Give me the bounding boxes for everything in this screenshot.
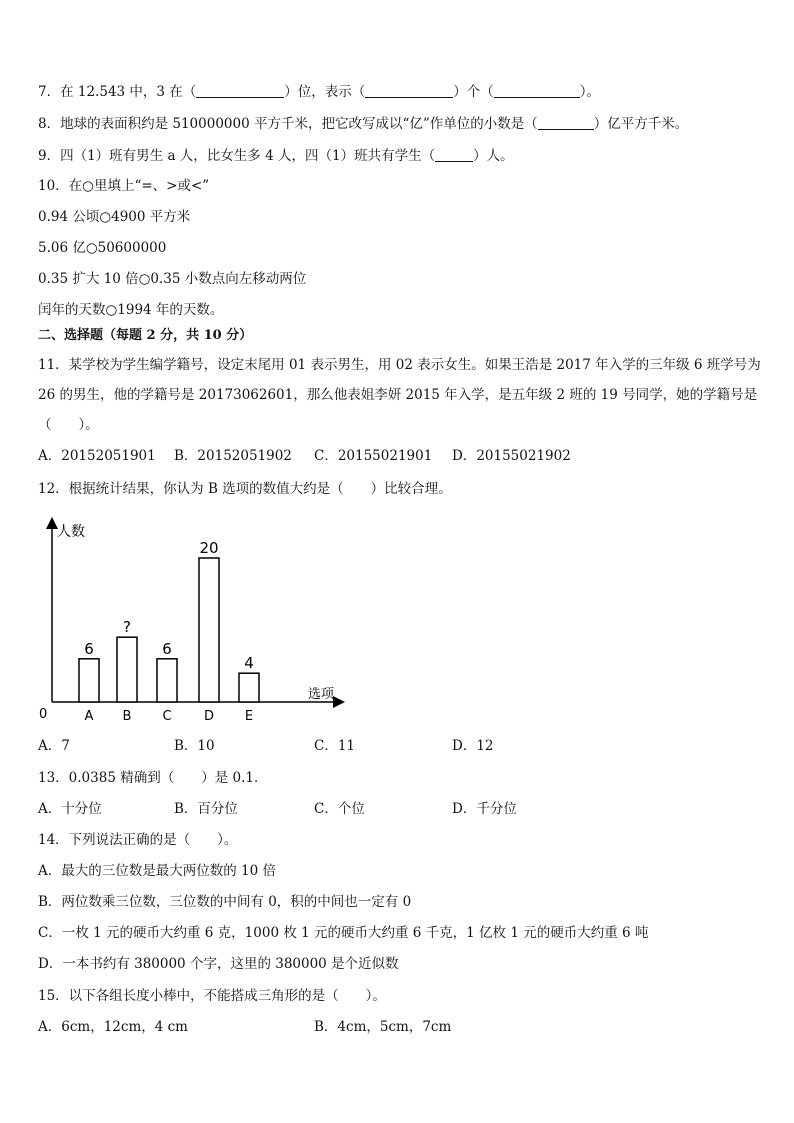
bar-label-B: ? — [123, 618, 131, 637]
bar-E — [239, 673, 259, 702]
q7-text-2: ）位，表示（ — [284, 84, 366, 100]
y-axis-label: 人数 — [57, 524, 85, 540]
q11-option-a[interactable]: A．20152051901 — [38, 448, 156, 464]
q14-option-b[interactable]: B．两位数乘三位数，三位数的中间有 0，积的中间也一定有 0 — [38, 894, 412, 910]
x-tick-D: D — [203, 709, 215, 724]
q10-item-1: 0.94 公顷○4900 平方米 — [38, 209, 191, 225]
origin-label: 0 — [39, 707, 48, 722]
x-axis-label: 选项 — [308, 687, 335, 702]
question-8 — [38, 114, 764, 134]
q8-text-2: ）亿平方千米。 — [593, 116, 689, 132]
q10-item-4: 闰年的天数○1994 年的天数。 — [38, 302, 224, 318]
q14-option-a[interactable]: A．最大的三位数是最大两位数的 10 倍 — [38, 863, 277, 879]
bar-D — [199, 558, 219, 702]
x-tick-B: B — [122, 709, 132, 724]
q11-option-d[interactable]: D．20155021902 — [452, 448, 571, 464]
q10-item-3: 0.35 扩大 10 倍○0.35 小数点向左移动两位 — [38, 271, 307, 287]
q7-text-4: ）。 — [579, 84, 601, 100]
question-14: 14．下列说法正确的是（ ）。 — [38, 832, 238, 848]
q9-text-1: 9．四（1）班有男生 a 人，比女生多 4 人，四（1）班共有学生（ — [38, 148, 436, 164]
q7-blank-3[interactable] — [494, 83, 580, 98]
q12-option-b[interactable]: B．10 — [174, 738, 215, 754]
q11-option-c[interactable]: C．20155021901 — [314, 448, 433, 464]
bar-label-A: 6 — [84, 639, 94, 658]
section-heading: 二、选择题（每题 2 分，共 10 分） — [38, 328, 253, 343]
question-13: 13．0.0385 精确到（ ）是 0.1． — [38, 770, 268, 786]
bars-group — [79, 539, 259, 724]
question-10-title: 10．在○里填上“=、>或<” — [38, 178, 210, 194]
q9-text-2: ）人。 — [473, 148, 514, 164]
question-15: 15．以下各组长度小棒中，不能搭成三角形的是（ ）。 — [38, 988, 386, 1004]
q11-option-b[interactable]: B．20152051902 — [174, 448, 292, 464]
q7-blank-1[interactable] — [196, 83, 284, 98]
bar-B — [117, 637, 137, 702]
q7-text-3: ）个（ — [453, 84, 494, 100]
q14-option-d[interactable]: D．一本书约有 380000 个字，这里的 380000 是个近似数 — [38, 956, 399, 972]
q12-option-a[interactable]: A．7 — [38, 738, 70, 754]
bar-chart — [30, 512, 350, 726]
question-11: 11．某学校为学生编学籍号，设定末尾用 01 表示男生，用 02 表示女生。如果王浩是 2017 年入学的三年级 6 班学号为 26 的男生，他的学籍号是 20173062601，那么他表姐李妍 2015 年入学，是五年级 2 班的 19 号同学，她的学籍号是（ ）。 — [38, 357, 761, 433]
q13-options — [38, 799, 758, 819]
bar-label-E: 4 — [244, 654, 254, 673]
x-tick-C: C — [162, 709, 172, 724]
q11-options — [38, 446, 758, 466]
q8-blank[interactable] — [538, 115, 594, 130]
q9-blank[interactable] — [435, 147, 473, 162]
q15-options — [38, 1017, 758, 1037]
question-12: 12．根据统计结果，你认为 B 选项的数值大约是（ ）比较合理。 — [38, 481, 452, 497]
bar-label-C: 6 — [162, 639, 172, 658]
q10-item-2: 5.06 亿○50600000 — [38, 240, 167, 256]
q8-text-1: 8．地球的表面积约是 510000000 平方千米，把它改写成以“亿”作单位的小数是（ — [38, 116, 538, 132]
q7-blank-2[interactable] — [365, 83, 453, 98]
q15-option-b[interactable]: B．4cm，5cm，7cm — [314, 1019, 452, 1035]
q13-option-a[interactable]: A．十分位 — [38, 801, 102, 817]
q12-options — [38, 736, 758, 756]
question-9 — [38, 146, 764, 166]
q13-option-c[interactable]: C．个位 — [314, 801, 365, 817]
q14-option-c[interactable]: C．一枚 1 元的硬币大约重 6 克，1000 枚 1 元的硬币大约重 6 千克，1 亿枚 1 元的硬币大约重 6 吨 — [38, 925, 649, 941]
q12-option-d[interactable]: D．12 — [452, 738, 494, 754]
q7-text-1: 7．在 12.543 中，3 在（ — [38, 84, 197, 100]
q13-option-b[interactable]: B．百分位 — [174, 801, 238, 817]
q15-option-a[interactable]: A．6cm，12cm，4 cm — [38, 1019, 188, 1035]
q13-option-d[interactable]: D．千分位 — [452, 801, 517, 817]
question-7 — [38, 82, 764, 102]
bar-label-D: 20 — [199, 539, 219, 557]
bar-A — [79, 659, 99, 702]
x-tick-E: E — [244, 709, 254, 724]
q12-option-c[interactable]: C．11 — [314, 738, 356, 754]
x-tick-A: A — [84, 709, 94, 724]
bar-C — [157, 659, 177, 702]
